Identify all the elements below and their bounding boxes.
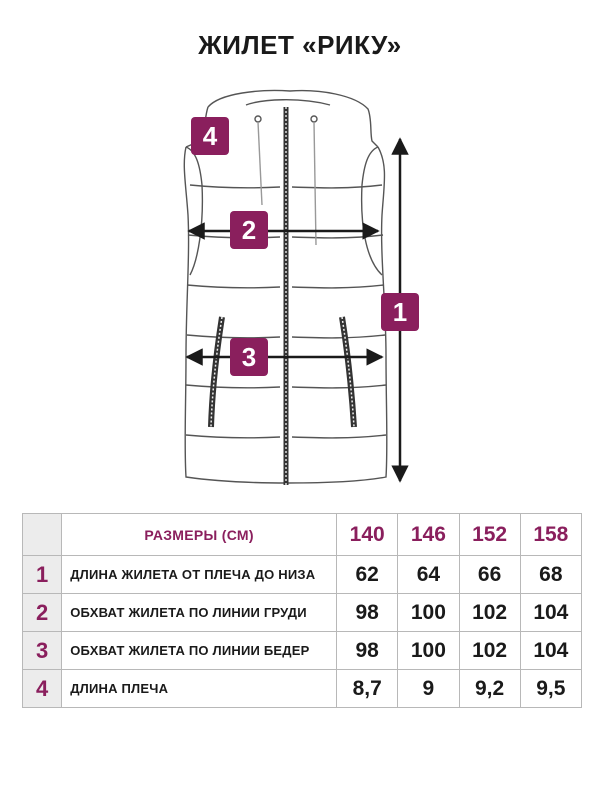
size-table: [22, 513, 582, 708]
marker-badge-1: [381, 293, 419, 331]
row-value: 98: [337, 632, 398, 670]
row-label: ДЛИНА ЖИЛЕТА ОТ ПЛЕЧА ДО НИЗА: [62, 556, 337, 594]
marker-badge-3: [230, 338, 268, 376]
table-row: [23, 594, 582, 632]
marker-badge-2: [230, 211, 268, 249]
header-label: РАЗМЕРЫ (СМ): [62, 514, 337, 556]
size-header: 140: [337, 514, 398, 556]
row-value: 8,7: [337, 670, 398, 708]
table-row: [23, 670, 582, 708]
row-index: 1: [23, 556, 62, 594]
row-index: 4: [23, 670, 62, 708]
vest-diagram: [0, 85, 600, 495]
row-value: 9,2: [459, 670, 520, 708]
row-value: 9,5: [520, 670, 581, 708]
row-label: ОБХВАТ ЖИЛЕТА ПО ЛИНИИ ГРУДИ: [62, 594, 337, 632]
svg-text:3: 3: [241, 342, 257, 372]
row-value: 64: [398, 556, 459, 594]
svg-text:1: 1: [392, 297, 408, 327]
table-row: [23, 556, 582, 594]
row-value: 98: [337, 594, 398, 632]
row-value: 100: [398, 594, 459, 632]
table-header-row: [23, 514, 582, 556]
svg-text:2: 2: [241, 215, 257, 245]
row-index: 2: [23, 594, 62, 632]
row-index: 3: [23, 632, 62, 670]
row-value: 102: [459, 632, 520, 670]
row-value: 9: [398, 670, 459, 708]
row-value: 68: [520, 556, 581, 594]
row-value: 104: [520, 632, 581, 670]
row-label: ОБХВАТ ЖИЛЕТА ПО ЛИНИИ БЕДЕР: [62, 632, 337, 670]
size-header: 158: [520, 514, 581, 556]
size-header: 146: [398, 514, 459, 556]
row-value: 100: [398, 632, 459, 670]
row-value: 66: [459, 556, 520, 594]
svg-text:4: 4: [202, 121, 218, 151]
size-header: 152: [459, 514, 520, 556]
row-value: 62: [337, 556, 398, 594]
table-row: [23, 632, 582, 670]
marker-badge-4: [191, 117, 229, 155]
table-corner-cell: [23, 514, 62, 556]
row-label: ДЛИНА ПЛЕЧА: [62, 670, 337, 708]
page-title: ЖИЛЕТ «РИКУ»: [198, 30, 402, 60]
row-value: 104: [520, 594, 581, 632]
row-value: 102: [459, 594, 520, 632]
